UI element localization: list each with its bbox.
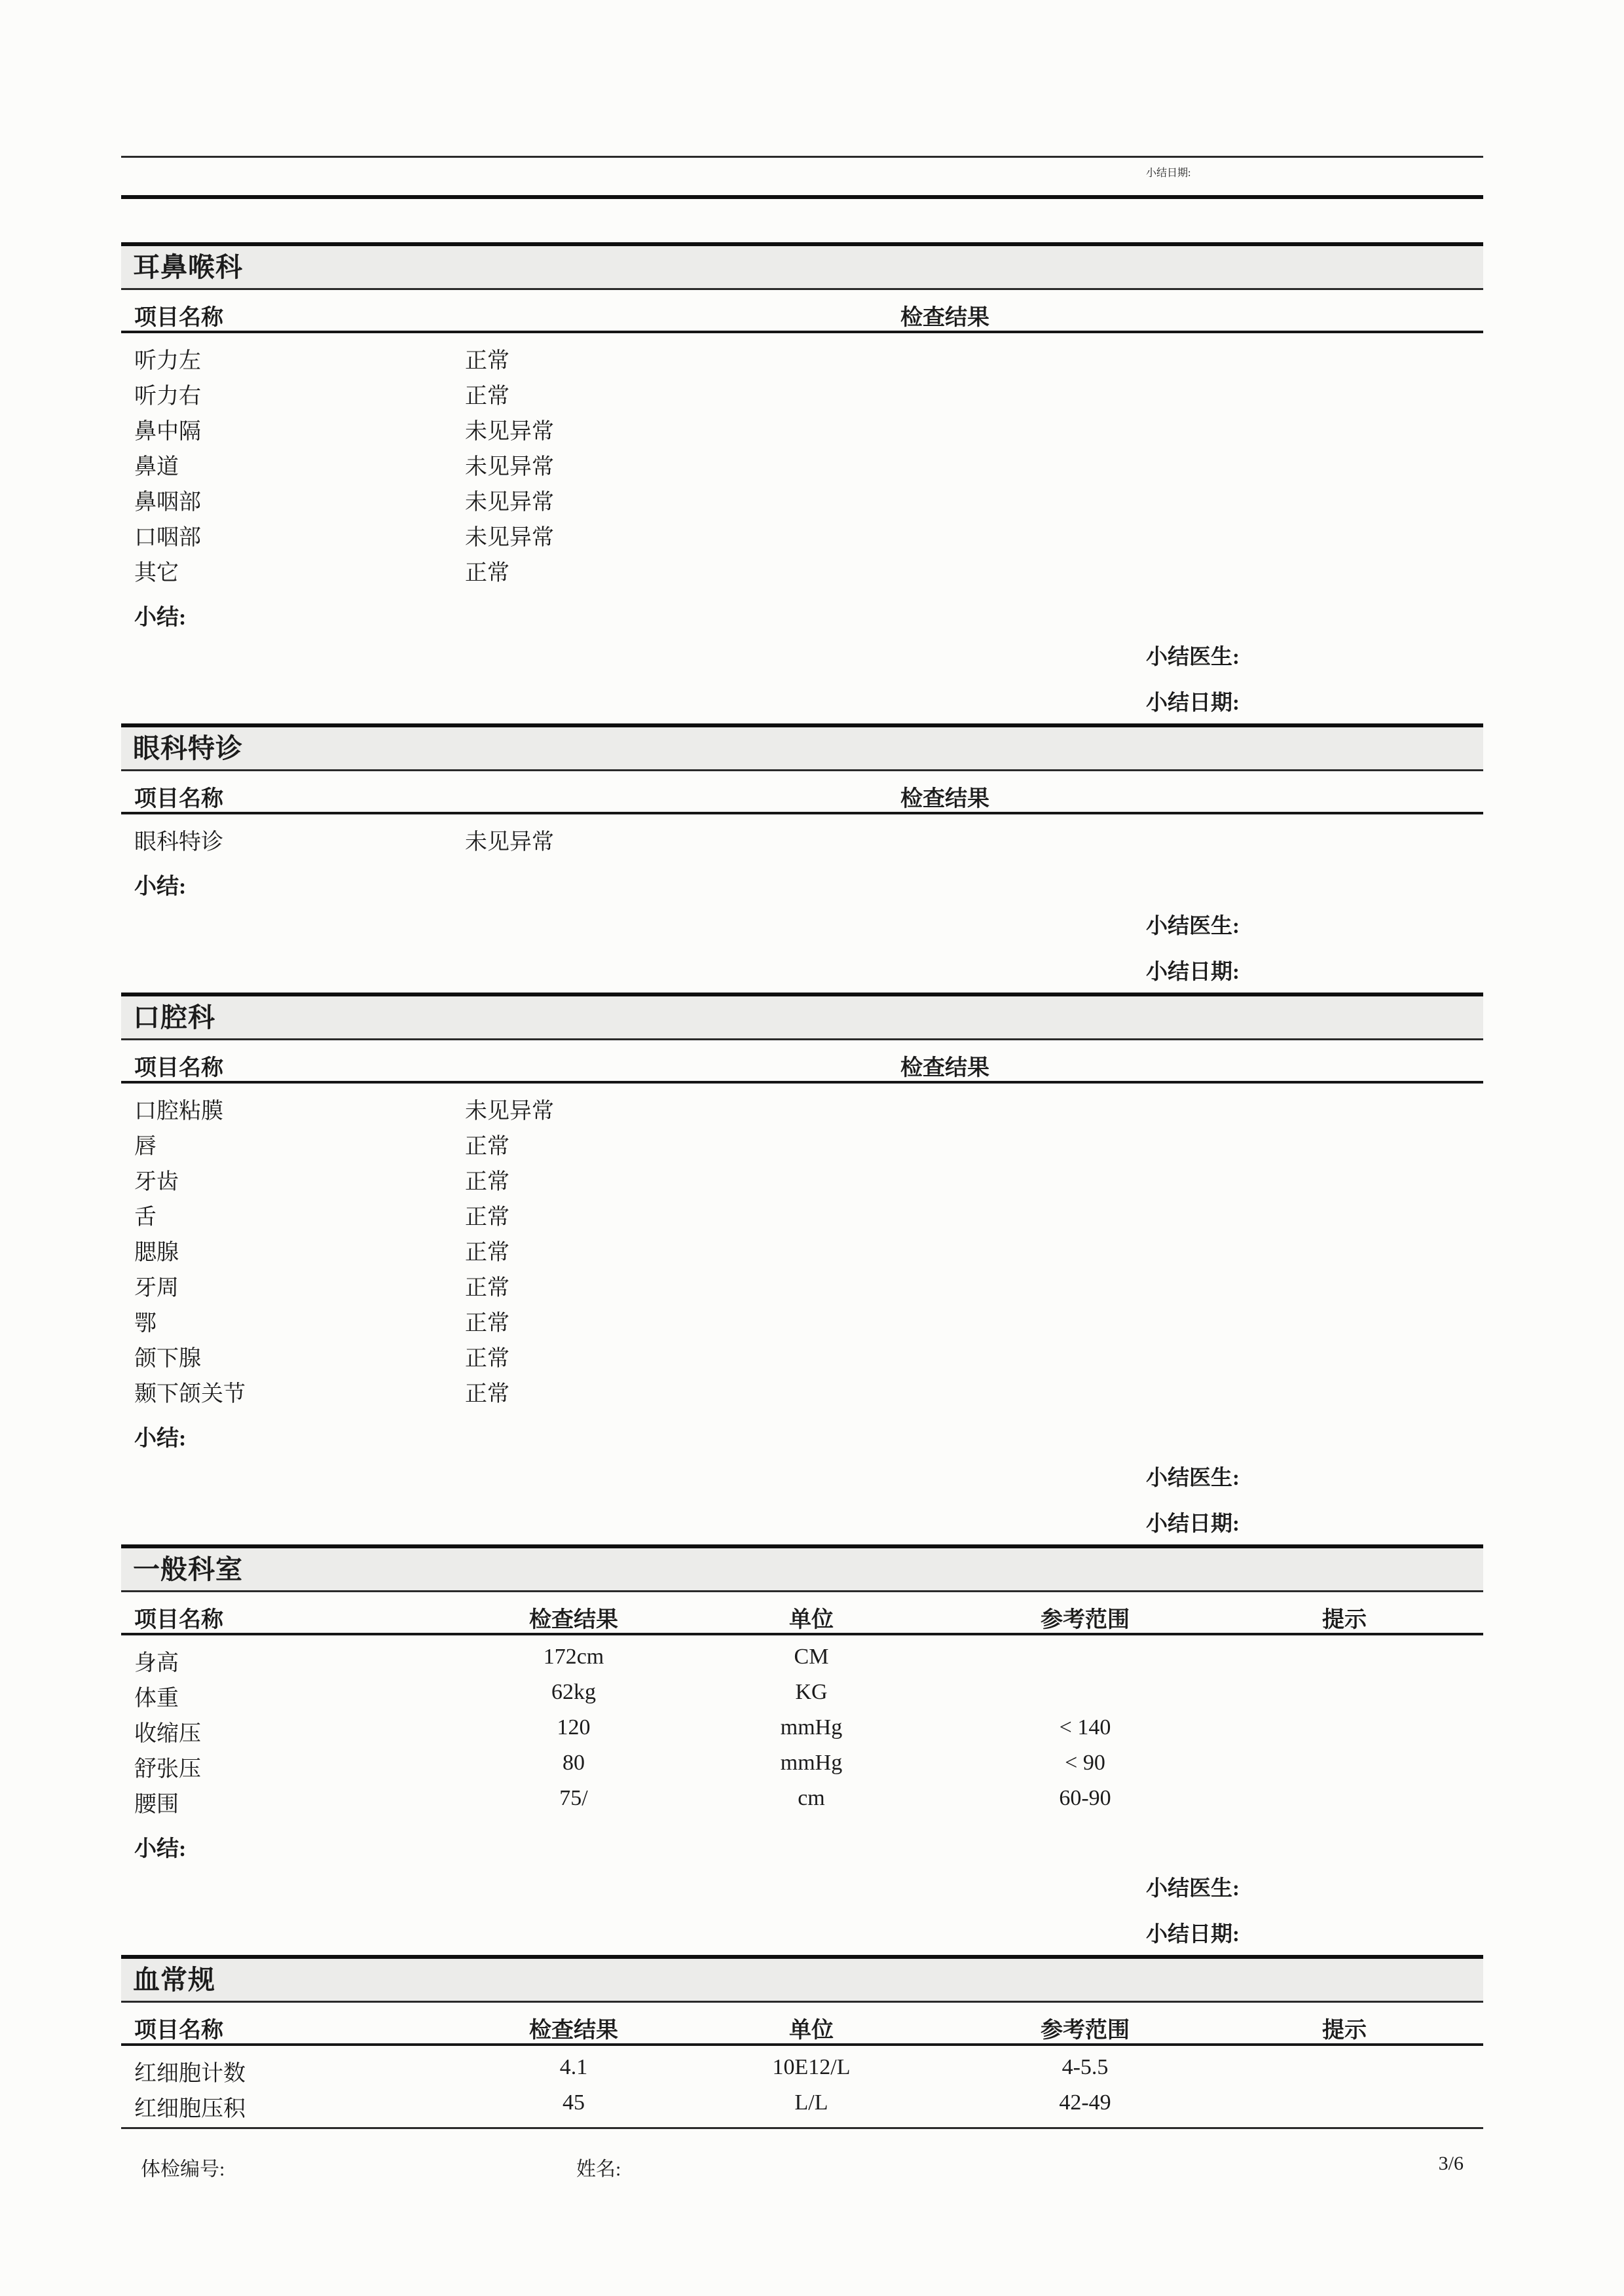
top-margin xyxy=(121,0,1483,156)
cell-result: 正常 xyxy=(465,1347,509,1371)
section-general xyxy=(121,1544,1483,1944)
cell-unit: 10E12/L xyxy=(772,2055,851,2079)
summary-doctor-row xyxy=(121,1459,1483,1488)
col-header-result: 检查结果 xyxy=(529,2018,618,2043)
summary-date-label: 小结日期: xyxy=(1146,960,1240,984)
section-title-band xyxy=(121,1548,1483,1590)
cell-result: 4.1 xyxy=(559,2055,588,2079)
table-row xyxy=(121,1158,1483,1194)
table-row xyxy=(121,1370,1483,1406)
table-row xyxy=(121,1264,1483,1300)
cell-result: 75/ xyxy=(559,1786,588,1810)
summary-date-label: 小结日期: xyxy=(1146,1512,1240,1536)
summary-doctor-row xyxy=(121,1870,1483,1899)
table-row xyxy=(121,373,1483,408)
table-body xyxy=(121,333,1483,585)
table-header-row xyxy=(121,290,1483,331)
prev-section-tail xyxy=(121,164,1483,191)
cell-result: 正常 xyxy=(465,349,509,373)
cell-item-name: 舒张压 xyxy=(134,1757,201,1781)
summary-doctor-row xyxy=(121,907,1483,936)
section-title-band xyxy=(121,1959,1483,2001)
col-header-ref-range: 参考范围 xyxy=(1041,1608,1130,1632)
col-header-item-name: 项目名称 xyxy=(134,787,223,811)
table-row xyxy=(121,1639,1483,1675)
section-title: 一般科室 xyxy=(133,1554,243,1584)
table-row xyxy=(121,1300,1483,1335)
summary-doctor-label: 小结医生: xyxy=(1146,915,1240,938)
cell-result: 正常 xyxy=(465,1311,509,1336)
cell-item-name: 颞下颌关节 xyxy=(134,1382,246,1406)
cell-result: 80 xyxy=(563,1751,585,1775)
cell-item-name: 听力右 xyxy=(134,384,201,409)
cell-item-name: 唇 xyxy=(134,1135,157,1159)
cell-item-name: 腰围 xyxy=(134,1793,179,1817)
cell-item-name: 眼科特诊 xyxy=(134,830,223,854)
table-row xyxy=(121,408,1483,443)
summary-doctor-label: 小结医生: xyxy=(1146,1467,1240,1490)
summary-date-row xyxy=(121,684,1483,713)
summary-date-label: 小结日期: xyxy=(1146,691,1240,715)
summary-label: 小结: xyxy=(134,1837,187,1861)
cell-item-name: 听力左 xyxy=(134,349,201,373)
col-header-hint: 提示 xyxy=(1322,2018,1367,2043)
col-header-item-name: 项目名称 xyxy=(134,1608,223,1632)
section-title: 眼科特诊 xyxy=(133,733,243,763)
table-row xyxy=(121,1229,1483,1264)
table-row xyxy=(121,1710,1483,1745)
cell-item-name: 腮腺 xyxy=(134,1241,179,1265)
table-body xyxy=(121,814,1483,854)
col-header-unit: 单位 xyxy=(789,2018,834,2043)
table-row xyxy=(121,549,1483,585)
cell-result: 正常 xyxy=(465,1241,509,1265)
cell-item-name: 鼻咽部 xyxy=(134,490,201,515)
table-row xyxy=(121,1123,1483,1158)
cell-unit: KG xyxy=(795,1680,828,1704)
cell-result: 正常 xyxy=(465,1135,509,1159)
table-row xyxy=(121,1087,1483,1123)
table-row xyxy=(121,1194,1483,1229)
cell-result: 正常 xyxy=(465,1276,509,1300)
exam-number-label: 体检编号: xyxy=(141,2159,225,2180)
summary-label: 小结: xyxy=(134,606,187,630)
cell-ref-range: < 90 xyxy=(1065,1751,1105,1775)
cell-item-name: 体重 xyxy=(134,1686,179,1711)
cell-item-name: 鼻中隔 xyxy=(134,420,201,444)
cell-unit: L/L xyxy=(794,2090,828,2115)
summary-date-row xyxy=(121,1916,1483,1944)
table-header-row xyxy=(121,2003,1483,2043)
summary-date-row xyxy=(121,1505,1483,1534)
cell-ref-range: 42-49 xyxy=(1059,2090,1111,2115)
cell-result: 62kg xyxy=(551,1680,596,1704)
table-row xyxy=(121,337,1483,373)
table-header-row xyxy=(121,1592,1483,1633)
rule-table-bottom xyxy=(121,2127,1483,2129)
cell-item-name: 红细胞压积 xyxy=(134,2097,246,2121)
section-dental xyxy=(121,993,1483,1534)
summary-row xyxy=(121,596,1483,629)
cell-item-name: 红细胞计数 xyxy=(134,2062,246,2086)
section-ent xyxy=(121,242,1483,713)
cell-item-name: 牙周 xyxy=(134,1276,179,1300)
summary-date-label: 小结日期: xyxy=(1146,168,1191,179)
patient-name-label: 姓名: xyxy=(576,2159,621,2180)
table-row xyxy=(121,443,1483,479)
summary-row xyxy=(121,866,1483,898)
cell-result: 正常 xyxy=(465,384,509,409)
section-gap xyxy=(121,199,1483,242)
col-header-hint: 提示 xyxy=(1322,1608,1367,1632)
page-number: 3/6 xyxy=(1438,2153,1464,2174)
section-title-band xyxy=(121,996,1483,1038)
cell-item-name: 舌 xyxy=(134,1205,157,1230)
table-row xyxy=(121,2050,1483,2085)
cell-result: 正常 xyxy=(465,1170,509,1194)
section-eye xyxy=(121,723,1483,982)
table-body xyxy=(121,2046,1483,2121)
table-body xyxy=(121,1635,1483,1816)
table-row xyxy=(121,2085,1483,2121)
section-title: 血常规 xyxy=(133,1965,215,1995)
summary-doctor-label: 小结医生: xyxy=(1146,646,1240,669)
page-footer xyxy=(121,2149,1483,2180)
cell-item-name: 收缩压 xyxy=(134,1722,201,1746)
cell-item-name: 身高 xyxy=(134,1651,179,1675)
cell-result: 未见异常 xyxy=(465,526,554,550)
cell-unit: mmHg xyxy=(780,1751,843,1775)
cell-result: 未见异常 xyxy=(465,455,554,479)
table-header-row xyxy=(121,1040,1483,1081)
table-row xyxy=(121,1675,1483,1710)
table-row xyxy=(121,818,1483,854)
section-title: 耳鼻喉科 xyxy=(133,252,243,282)
summary-label: 小结: xyxy=(134,875,187,899)
cell-item-name: 牙齿 xyxy=(134,1170,179,1194)
rule-prev-table-bottom xyxy=(121,156,1483,158)
col-header-item-name: 项目名称 xyxy=(134,1056,223,1080)
summary-label: 小结: xyxy=(134,1427,187,1451)
section-title-band xyxy=(121,727,1483,769)
col-header-item-name: 项目名称 xyxy=(134,2018,223,2043)
cell-item-name: 其它 xyxy=(134,561,179,585)
section-title: 口腔科 xyxy=(133,1002,215,1032)
cell-item-name: 口腔粘膜 xyxy=(134,1099,223,1123)
cell-unit: cm xyxy=(798,1786,825,1810)
summary-doctor-row xyxy=(121,638,1483,667)
cell-result: 未见异常 xyxy=(465,1099,554,1123)
cell-result: 未见异常 xyxy=(465,420,554,444)
summary-row xyxy=(121,1828,1483,1861)
table-row xyxy=(121,514,1483,549)
section-title-band xyxy=(121,246,1483,288)
cell-result: 未见异常 xyxy=(465,830,554,854)
table-row xyxy=(121,479,1483,514)
cell-item-name: 口咽部 xyxy=(134,526,201,550)
cell-result: 正常 xyxy=(465,1205,509,1230)
col-header-result: 检查结果 xyxy=(900,787,989,811)
summary-date-row xyxy=(121,953,1483,982)
summary-date-label: 小结日期: xyxy=(1146,1923,1240,1946)
cell-result: 正常 xyxy=(465,1382,509,1406)
col-header-result: 检查结果 xyxy=(900,1056,989,1080)
cell-item-name: 颌下腺 xyxy=(134,1347,201,1371)
cell-result: 正常 xyxy=(465,561,509,585)
cell-result: 45 xyxy=(563,2090,585,2115)
col-header-item-name: 项目名称 xyxy=(134,306,223,330)
cell-result: 120 xyxy=(557,1715,591,1740)
table-row xyxy=(121,1781,1483,1816)
table-row xyxy=(121,1335,1483,1370)
cell-result: 172cm xyxy=(543,1645,604,1669)
report-content xyxy=(121,0,1483,2180)
col-header-ref-range: 参考范围 xyxy=(1041,2018,1130,2043)
table-header-row xyxy=(121,771,1483,812)
cell-ref-range: 60-90 xyxy=(1059,1786,1111,1810)
cell-result: 未见异常 xyxy=(465,490,554,515)
summary-row xyxy=(121,1417,1483,1450)
cell-unit: mmHg xyxy=(780,1715,843,1740)
cell-ref-range: 4-5.5 xyxy=(1061,2055,1109,2079)
col-header-result: 检查结果 xyxy=(900,306,989,330)
cell-item-name: 鄂 xyxy=(134,1311,157,1336)
table-row xyxy=(121,1745,1483,1781)
cell-unit: CM xyxy=(794,1645,829,1669)
cell-ref-range: < 140 xyxy=(1059,1715,1111,1740)
col-header-unit: 单位 xyxy=(789,1608,834,1632)
summary-doctor-label: 小结医生: xyxy=(1146,1877,1240,1901)
section-blood xyxy=(121,1955,1483,2129)
col-header-result: 检查结果 xyxy=(529,1608,618,1632)
table-body xyxy=(121,1084,1483,1406)
cell-item-name: 鼻道 xyxy=(134,455,179,479)
